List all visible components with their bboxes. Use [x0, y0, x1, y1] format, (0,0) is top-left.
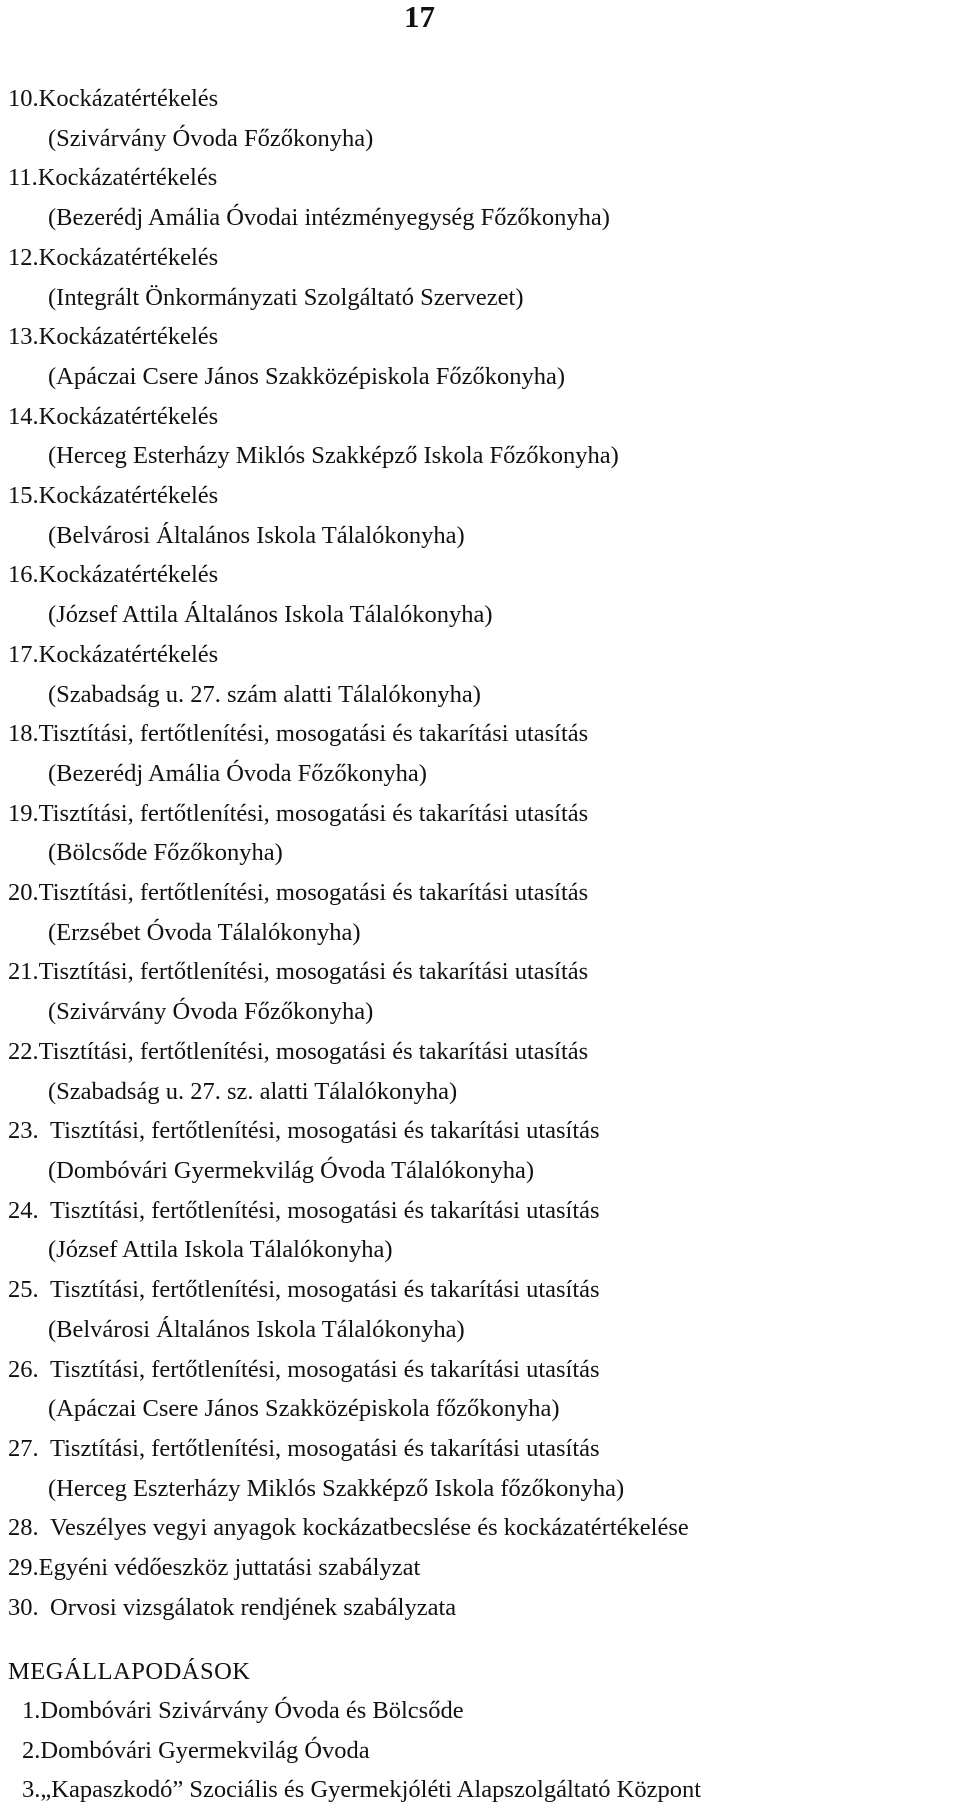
- list-item-sub: (József Attila Iskola Tálalókonyha): [48, 1236, 393, 1264]
- list-item: 10.Kockázatértékelés: [8, 85, 219, 112]
- item-title: Kockázatértékelés: [37, 164, 218, 192]
- list-item: 27. Tisztítási, fertőtlenítési, mosogatási és takarítási utasítás: [8, 1434, 600, 1462]
- item-title: Tisztítási, fertőtlenítési, mosogatási és takarítási utasítás: [38, 958, 589, 986]
- list-item: 13.Kockázatértékelés: [8, 323, 219, 351]
- list-item-sub: (Szabadság u. 27. szám alatti Tálalókonyha): [48, 680, 481, 708]
- list-item: 14.Kockázatértékelés: [8, 402, 219, 430]
- list-item: 17.Kockázatértékelés: [8, 640, 219, 668]
- list-item-sub: (Apáczai Csere János Szakközépiskola főzőkonyha): [48, 1395, 560, 1423]
- list-item: 23. Tisztítási, fertőtlenítési, mosogatási és takarítási utasítás: [8, 1117, 600, 1145]
- list-item-sub: (Apáczai Csere János Szakközépiskola Főzőkonyha): [48, 362, 566, 390]
- agreement-title: Dombóvári Gyermekvilág Óvoda: [40, 1736, 370, 1764]
- list-item-sub: (Herceg Eszterházy Miklós Szakképző Iskola főzőkonyha): [48, 1474, 625, 1502]
- item-title: Tisztítási, fertőtlenítési, mosogatási és takarítási utasítás: [50, 1276, 600, 1304]
- list-item-sub: (Herceg Esterházy Miklós Szakképző Iskola Főzőkonyha): [48, 442, 619, 470]
- list-item: 24. Tisztítási, fertőtlenítési, mosogatási és takarítási utasítás: [8, 1196, 600, 1224]
- list-item-sub: (Dombóvári Gyermekvilág Óvoda Tálalókonyha): [48, 1156, 535, 1184]
- item-title: Tisztítási, fertőtlenítési, mosogatási és takarítási utasítás: [38, 1037, 589, 1065]
- agreement-item: 2.Dombóvári Gyermekvilág Óvoda: [22, 1736, 370, 1764]
- list-item: 15.Kockázatértékelés: [8, 482, 219, 510]
- list-item: 19.Tisztítási, fertőtlenítési, mosogatási és takarítási utasítás: [8, 799, 589, 827]
- item-title: Kockázatértékelés: [38, 402, 219, 430]
- item-title: Veszélyes vegyi anyagok kockázatbecslése és kockázatértékelése: [50, 1514, 689, 1542]
- list-item: 22.Tisztítási, fertőtlenítési, mosogatási és takarítási utasítás: [8, 1037, 589, 1065]
- list-item: 21.Tisztítási, fertőtlenítési, mosogatási és takarítási utasítás: [8, 958, 589, 986]
- agreements-list: [22, 1691, 701, 1810]
- agreement-title: „Kapaszkodó” Szociális és Gyermekjóléti Alapszolgáltató Központ: [40, 1776, 702, 1804]
- list-item: 29.Egyéni védőeszköz juttatási szabályzat: [8, 1554, 421, 1582]
- item-title: Kockázatértékelés: [38, 561, 219, 589]
- item-title: Kockázatértékelés: [38, 482, 219, 510]
- item-title: Tisztítási, fertőtlenítési, mosogatási és takarítási utasítás: [50, 1434, 600, 1462]
- list-item-sub: (Belvárosi Általános Iskola Tálalókonyha): [48, 521, 465, 549]
- item-title: Tisztítási, fertőtlenítési, mosogatási és takarítási utasítás: [38, 799, 589, 827]
- list-item-sub: (Szivárvány Óvoda Főzőkonyha): [48, 124, 374, 152]
- list-item: 11.Kockázatértékelés: [8, 164, 218, 192]
- list-item-sub: (Bezerédj Amália Óvodai intézményegység Főzőkonyha): [48, 204, 610, 232]
- list-item: 12.Kockázatértékelés: [8, 243, 219, 271]
- list-item-sub: (Szabadság u. 27. sz. alatti Tálalókonyha): [48, 1077, 458, 1105]
- item-title: Egyéni védőeszköz juttatási szabályzat: [38, 1554, 421, 1582]
- item-title: Tisztítási, fertőtlenítési, mosogatási és takarítási utasítás: [50, 1117, 600, 1145]
- agreement-title: Dombóvári Szivárvány Óvoda és Bölcsőde: [40, 1697, 464, 1724]
- list-item-sub: (Integrált Önkormányzati Szolgáltató Szervezet): [48, 283, 524, 311]
- item-title: Kockázatértékelés: [38, 323, 219, 351]
- list-item-sub: (Erzsébet Óvoda Tálalókonyha): [48, 918, 361, 946]
- list-item: 30. Orvosi vizsgálatok rendjének szabályzata: [8, 1593, 457, 1621]
- list-item-sub: (Szivárvány Óvoda Főzőkonyha): [48, 998, 374, 1026]
- item-title: Kockázatértékelés: [38, 640, 219, 668]
- agreement-item: 1.Dombóvári Szivárvány Óvoda és Bölcsőde: [22, 1697, 464, 1724]
- item-title: Tisztítási, fertőtlenítési, mosogatási és takarítási utasítás: [50, 1355, 600, 1383]
- page-number: 17: [404, 0, 435, 34]
- agreement-item: 3.„Kapaszkodó” Szociális és Gyermekjóléti Alapszolgáltató Központ: [22, 1776, 702, 1804]
- list-item: 26. Tisztítási, fertőtlenítési, mosogatási és takarítási utasítás: [8, 1355, 600, 1383]
- list-item: 20.Tisztítási, fertőtlenítési, mosogatási és takarítási utasítás: [8, 879, 589, 907]
- item-title: Tisztítási, fertőtlenítési, mosogatási és takarítási utasítás: [38, 720, 589, 748]
- list-item-sub: (Bölcsőde Főzőkonyha): [48, 839, 283, 867]
- document-list: [8, 79, 958, 1627]
- item-title: Kockázatértékelés: [38, 85, 219, 112]
- item-title: Orvosi vizsgálatok rendjének szabályzata: [50, 1593, 457, 1621]
- item-title: Kockázatértékelés: [38, 243, 219, 271]
- list-item: 18.Tisztítási, fertőtlenítési, mosogatási és takarítási utasítás: [8, 720, 589, 748]
- item-title: Tisztítási, fertőtlenítési, mosogatási és takarítási utasítás: [50, 1196, 600, 1224]
- list-item-sub: (Belvárosi Általános Iskola Tálalókonyha): [48, 1315, 465, 1343]
- list-item-sub: (Bezerédj Amália Óvoda Főzőkonyha): [48, 759, 427, 787]
- list-item-sub: (József Attila Általános Iskola Tálalókonyha): [48, 601, 493, 629]
- list-item: 28. Veszélyes vegyi anyagok kockázatbecslése és kockázatértékelése: [8, 1514, 689, 1542]
- agreements-heading: MEGÁLLAPODÁSOK: [8, 1658, 251, 1685]
- list-item: 25. Tisztítási, fertőtlenítési, mosogatási és takarítási utasítás: [8, 1276, 600, 1304]
- list-item: 16.Kockázatértékelés: [8, 561, 219, 589]
- item-title: Tisztítási, fertőtlenítési, mosogatási és takarítási utasítás: [38, 879, 589, 907]
